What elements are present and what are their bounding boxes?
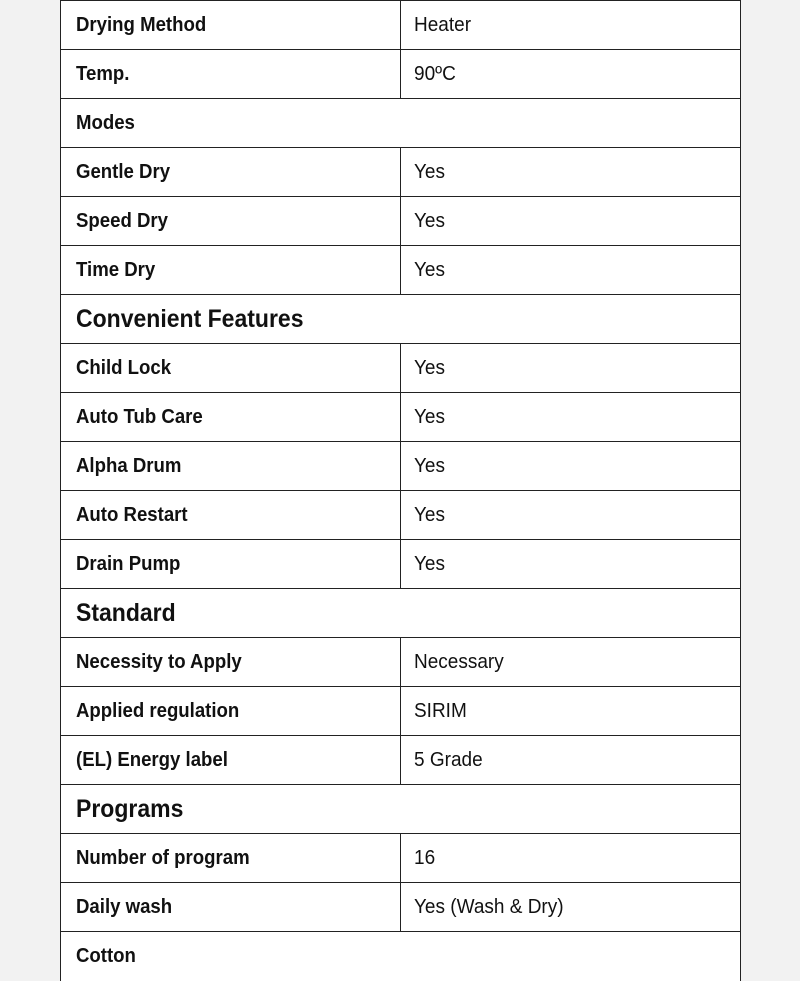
spec-value: Yes — [414, 552, 446, 575]
spec-label: Auto Restart — [76, 503, 188, 526]
spec-row-gentle-dry — [61, 148, 741, 197]
spec-value: Yes — [414, 160, 446, 183]
spec-row-drying-method — [61, 1, 741, 50]
spec-row-alpha-drum — [61, 442, 741, 491]
spec-label-cell — [61, 50, 401, 99]
spec-label: Drain Pump — [76, 552, 181, 575]
spec-label-cell — [61, 491, 401, 540]
spec-row-necessity-to-apply — [61, 638, 741, 687]
spec-label-cell — [61, 883, 401, 932]
spec-value-cell — [401, 246, 741, 295]
spec-label-cell — [61, 246, 401, 295]
section-title: Convenient Features — [76, 304, 304, 333]
spec-value-cell — [401, 638, 741, 687]
spec-row-applied-regulation — [61, 687, 741, 736]
section-row-convenient-features — [61, 295, 741, 344]
spec-value-cell — [401, 344, 741, 393]
spec-label-cell — [61, 834, 401, 883]
spec-label: Temp. — [76, 62, 130, 85]
section-cell — [61, 589, 741, 638]
spec-row-number-of-program — [61, 834, 741, 883]
spec-label: Daily wash — [76, 895, 173, 918]
spec-value-cell — [401, 1, 741, 50]
spec-value: 90ºC — [414, 62, 456, 85]
spec-value-cell — [401, 491, 741, 540]
spec-value-cell — [401, 148, 741, 197]
spec-value-cell — [401, 50, 741, 99]
spec-label-cell — [61, 393, 401, 442]
spec-value: Yes — [414, 405, 446, 428]
spec-table — [60, 0, 741, 981]
spec-value: Yes — [414, 503, 446, 526]
spec-value-cell — [401, 442, 741, 491]
spec-value: 5 Grade — [414, 748, 483, 771]
spec-label-cell — [61, 197, 401, 246]
subheader-row-cotton — [61, 932, 741, 981]
subheader-cell — [61, 932, 741, 981]
spec-label-cell — [61, 1, 401, 50]
spec-value-cell — [401, 393, 741, 442]
subheader-label: Cotton — [76, 945, 136, 967]
spec-label: (EL) Energy label — [76, 748, 228, 771]
spec-label: Gentle Dry — [76, 160, 171, 183]
spec-value: Yes — [414, 454, 446, 477]
spec-label: Auto Tub Care — [76, 405, 203, 428]
spec-label: Drying Method — [76, 13, 207, 36]
spec-label: Necessity to Apply — [76, 650, 242, 673]
spec-row-temp — [61, 50, 741, 99]
spec-row-time-dry — [61, 246, 741, 295]
spec-value-cell — [401, 883, 741, 932]
spec-value-cell — [401, 197, 741, 246]
spec-label: Child Lock — [76, 356, 172, 379]
spec-label-cell — [61, 442, 401, 491]
spec-value: Necessary — [414, 650, 504, 673]
spec-label-cell — [61, 687, 401, 736]
spec-value-cell — [401, 687, 741, 736]
spec-label-cell — [61, 344, 401, 393]
spec-row-speed-dry — [61, 197, 741, 246]
spec-label-cell — [61, 736, 401, 785]
spec-row-daily-wash — [61, 883, 741, 932]
spec-label-cell — [61, 148, 401, 197]
spec-value-cell — [401, 736, 741, 785]
spec-value-cell — [401, 540, 741, 589]
spec-label-cell — [61, 638, 401, 687]
spec-value-cell — [401, 834, 741, 883]
subheader-label: Modes — [76, 111, 135, 134]
section-cell — [61, 295, 741, 344]
spec-label: Alpha Drum — [76, 454, 182, 477]
spec-value: Yes — [414, 209, 446, 232]
spec-value: 16 — [414, 846, 436, 869]
spec-value: SIRIM — [414, 699, 467, 722]
section-row-standard — [61, 589, 741, 638]
spec-value: Yes — [414, 258, 446, 281]
subheader-row-modes — [61, 99, 741, 148]
spec-label: Speed Dry — [76, 209, 169, 232]
spec-row-child-lock — [61, 344, 741, 393]
spec-label: Applied regulation — [76, 699, 240, 722]
spec-value: Yes (Wash & Dry) — [414, 895, 564, 918]
spec-row-drain-pump — [61, 540, 741, 589]
section-cell — [61, 785, 741, 834]
section-title: Standard — [76, 598, 176, 627]
spec-label: Time Dry — [76, 258, 156, 281]
spec-row-energy-label — [61, 736, 741, 785]
section-title: Programs — [76, 794, 184, 823]
spec-row-auto-tub-care — [61, 393, 741, 442]
subheader-cell — [61, 99, 741, 148]
spec-label: Number of program — [76, 846, 250, 869]
section-row-programs — [61, 785, 741, 834]
spec-label-cell — [61, 540, 401, 589]
spec-value: Yes — [414, 356, 446, 379]
spec-row-auto-restart — [61, 491, 741, 540]
spec-value: Heater — [414, 13, 472, 36]
